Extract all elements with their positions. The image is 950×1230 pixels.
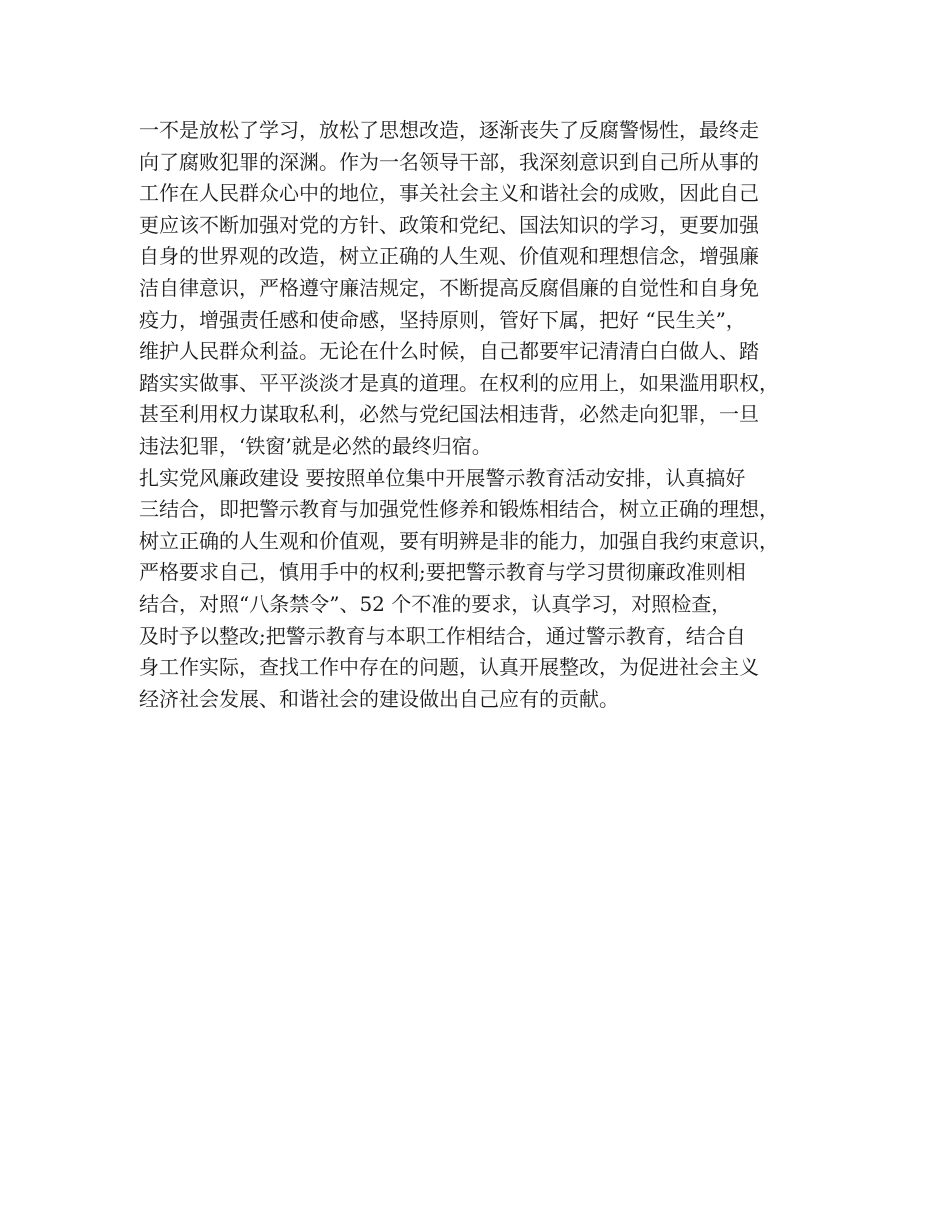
text-line-11: 违法犯罪，‘铁窗’就是必然的最终归宿。 xyxy=(139,433,492,458)
text-line-14: 树立正确的人生观和价值观，要有明辨是非的能力，加强自我约束意识， xyxy=(139,528,779,553)
text-line-1: 一不是放松了学习，放松了思想改造，逐渐丧失了反腐警惕性，最终走 xyxy=(139,118,759,142)
text-line-19: 经济社会发展、和谐社会的建设做出自己应有的贡献。 xyxy=(139,686,619,711)
text-line-18: 身工作实际，查找工作中存在的问题，认真开展整改，为促进社会主义 xyxy=(139,655,759,680)
text-line-15: 严格要求自己，慎用手中的权利;要把警示教育与学习贯彻廉政准则相 xyxy=(139,560,746,585)
text-line-12: 扎实党风廉政建设 要按照单位集中开展警示教育活动安排，认真搞好 xyxy=(139,465,746,490)
text-line-9: 踏实实做事、平平淡淡才是真的道理。在权利的应用上，如果滥用职权， xyxy=(139,370,779,395)
text-line-5: 自身的世界观的改造，树立正确的人生观、价值观和理想信念，增强廉 xyxy=(139,244,759,269)
text-line-2: 向了腐败犯罪的深渊。作为一名领导干部，我深刻意识到自己所从事的 xyxy=(139,149,759,174)
text-line-3: 工作在人民群众心中的地位，事关社会主义和谐社会的成败，因此自己 xyxy=(139,181,759,206)
text-line-16: 结合，对照“八条禁令”、52 个不准的要求，认真学习，对照检查， xyxy=(139,591,732,616)
text-line-10: 甚至利用权力谋取私利，必然与党纪国法相违背，必然走向犯罪，一旦 xyxy=(139,402,759,427)
text-line-13: 三结合，即把警示教育与加强党性修养和锻炼相结合，树立正确的理想， xyxy=(139,497,779,522)
text-line-8: 维护人民群众利益。无论在什么时候，自己都要牢记清清白白做人、踏 xyxy=(139,339,759,364)
text-line-17: 及时予以整改;把警示教育与本职工作相结合，通过警示教育，结合自 xyxy=(139,623,746,648)
text-line-4: 更应该不断加强对党的方针、政策和党纪、国法知识的学习，更要加强 xyxy=(139,212,759,237)
text-line-6: 洁自律意识，严格遵守廉洁规定，不断提高反腐倡廉的自觉性和自身免 xyxy=(139,275,759,300)
document-body xyxy=(139,115,829,715)
text-line-7: 疫力，增强责任感和使命感，坚持原则，管好下属，把好 “民生关”， xyxy=(139,307,746,332)
